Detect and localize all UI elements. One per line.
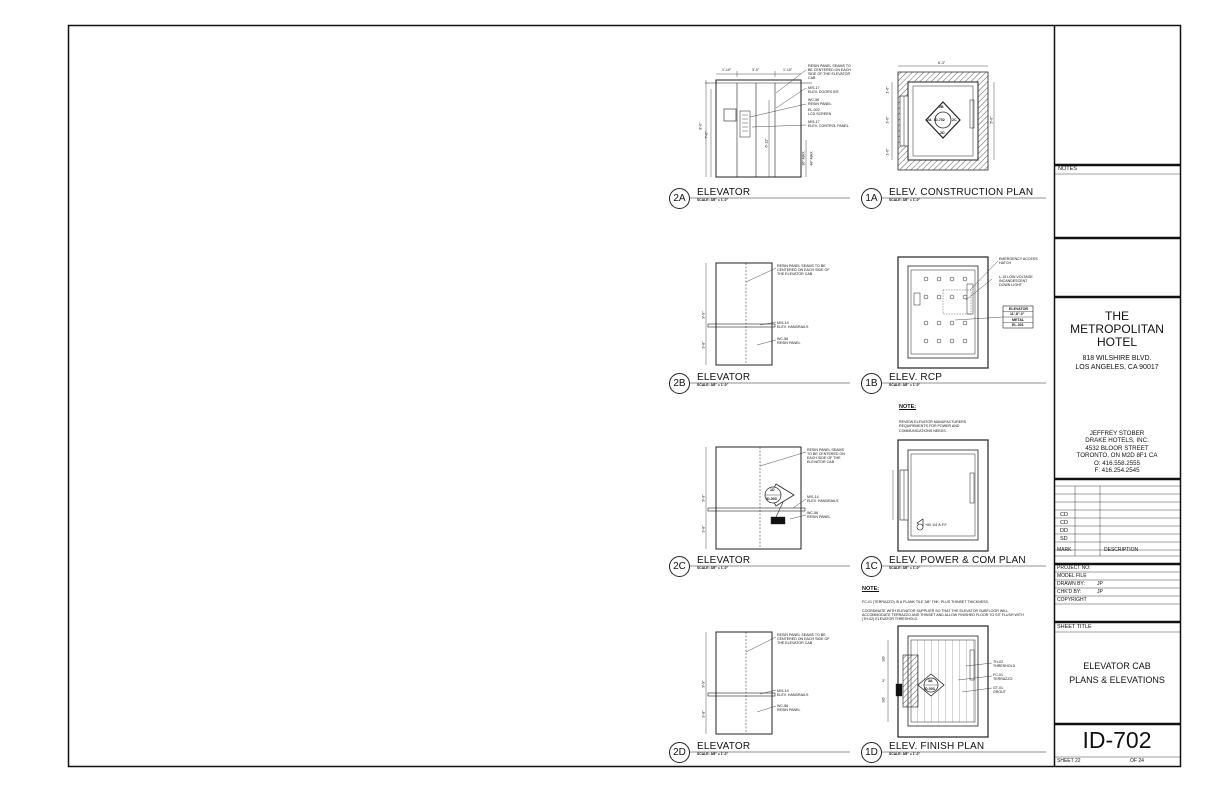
annotation-1b-downlight: L-15 LOW VOLTAGE INCANDESCENT DOWN LIGHT <box>999 275 1033 288</box>
tag-1a-top: 2B <box>939 105 944 109</box>
annotation-2b-handrails: M/S-14 ELEV. HANDRAILS <box>777 321 809 330</box>
revision-mark-2: CD <box>1060 520 1068 526</box>
project-name: THE METROPOLITAN HOTEL <box>1070 309 1164 349</box>
view-title-lines <box>690 198 1046 752</box>
view-scale-1a: SCALE: 3/8" = 1'-0" <box>889 198 921 202</box>
annotation-2c-seams: RESIN PANEL SEAMS TO BE CENTERED ON EACH SIDE OF THE ELEVATOR CAB <box>807 448 845 465</box>
tag-1d-top: 3A <box>928 679 933 683</box>
annotation-1d-threshold: TH-02 THRESHOLD <box>993 660 1016 669</box>
tag-2c-top: 1D <box>770 488 775 492</box>
view-scale-2c: SCALE: 3/8" = 1'-0" <box>697 566 729 570</box>
dim-2a-top-2: 3'-0" <box>752 68 760 72</box>
view-scale-1b: SCALE: 3/8" = 1'-0" <box>889 383 921 387</box>
copyright-label: COPYRIGHT <box>1057 597 1087 603</box>
project-no-label: PROJECT NO: <box>1057 565 1091 571</box>
annotation-1c-outlet: +60 1/4"A.F.F. <box>925 523 948 527</box>
sheet-total: OF 24 <box>1130 758 1144 764</box>
annotation-2d-handrails: M/S-14 ELEV. HANDRAILS <box>777 689 809 698</box>
checked-by-label: CHK'D BY: <box>1057 589 1082 595</box>
annotation-1b-hatch: EMERGENCY ACCESS HATCH <box>999 257 1038 266</box>
note-1c-heading: NOTE: <box>899 404 917 410</box>
sheet-title-label: SHEET TITLE <box>1057 624 1092 630</box>
mark-column-label: MARK <box>1057 547 1072 553</box>
plan-1c <box>893 440 988 551</box>
view-badge-2a: 2A <box>669 188 690 209</box>
dim-1a-h1: 1'-6" <box>885 86 890 94</box>
tag-1a-right: 2C <box>952 118 957 122</box>
annotation-2a-doors: M/S-17 ELEV. DOORS INT. <box>808 86 840 95</box>
note-1c-body: REVIEW ELEVATOR MANUFACTURERS REQUIREMENTS FOR POWER AND COMMUNICATIONS NEEDS. <box>899 420 967 433</box>
view-title-2a: ELEVATOR <box>697 187 751 198</box>
rcp-tag-line-4: EL-001 <box>1012 323 1024 327</box>
model-file-label: MODEL FILE <box>1057 573 1087 579</box>
sheet-number: SHEET 22 <box>1057 758 1081 764</box>
view-badge-2b: 2B <box>669 373 690 394</box>
tag-1a-center: ID-702 <box>934 118 945 122</box>
view-title-2b: ELEVATOR <box>697 372 751 383</box>
dim-2a-max-36: 36" MAX. <box>801 150 806 166</box>
view-badge-1d: 1D <box>861 742 882 763</box>
view-title-1a: ELEV. CONSTRUCTION PLAN <box>889 187 1034 198</box>
view-scale-2d: SCALE: 3/8" = 1'-0" <box>697 752 729 756</box>
dim-2c-h2: 3'-8" <box>701 525 706 533</box>
dim-2a-height-total: 8'-6" <box>698 122 703 130</box>
view-badge-2d: 2D <box>669 742 690 763</box>
annotation-2b-resin: WC-56 RESIN PANEL <box>777 337 801 346</box>
rcp-tag-line-3: METAL <box>1012 318 1025 322</box>
sheet-title: ELEVATOR CAB PLANS & ELEVATIONS <box>1069 661 1165 685</box>
dim-1a-width: 6'-3" <box>938 61 946 65</box>
view-title-1c: ELEV. POWER & COM PLAN <box>889 555 1026 566</box>
view-scale-1d: SCALE: 3/8" = 1'-0" <box>889 752 921 756</box>
annotation-2a-seams: RESIN PANEL SEAMS TO BE CENTERED ON EACH SIDE OF THE ELEVATOR CAB <box>808 64 851 81</box>
annotation-2d-seams: RESIN PANEL SEAMS TO BE CENTERED ON EACH SIDE OF THE ELEVATOR CAB <box>777 633 830 646</box>
owner-info: JEFFREY STOBER DRAKE HOTELS, INC. 4532 BLOOR STREET TORONTO, ON M2D 8F1 CA O: 416.558.2555 F: 416.254.2545 <box>1076 430 1158 475</box>
checked-by-value: JP <box>1097 589 1103 595</box>
view-title-2d: ELEVATOR <box>697 741 751 752</box>
dim-1a-h4: 5'-6" <box>989 116 994 124</box>
dim-1d-3: 3" <box>882 679 886 683</box>
annotation-1d-terrazzo: FC-01 TERRAZZO <box>993 673 1013 682</box>
project-address: 818 WILSHIRE BLVD. LOS ANGELES, CA 90017 <box>1075 355 1159 371</box>
elevation-2d <box>706 632 776 734</box>
plan-1d <box>888 626 992 737</box>
sheet-border <box>69 26 1181 767</box>
annotation-1d-grout: GT-01 GROUT <box>993 686 1006 695</box>
elevation-2b <box>706 263 776 365</box>
dim-2c-h1: 9'-9" <box>701 494 706 502</box>
annotation-2c-resin: WC-56 RESIN PANEL <box>807 511 831 520</box>
dim-1a-h3: 1'-6" <box>885 148 890 156</box>
dim-2d-h2: 3'-8" <box>701 710 706 718</box>
dim-2b-h1: 9'-9" <box>701 311 706 319</box>
dim-1a-h2: 3'-6" <box>885 116 890 124</box>
annotation-2a-resin: WC-56 RESIN PANEL <box>808 98 832 107</box>
rcp-tag-line-2: 11'-8"-0" <box>1010 312 1025 316</box>
rcp-tag-line-1: ELEVATOR <box>1009 307 1028 311</box>
dim-2d-h1: 9'-9" <box>701 680 706 688</box>
dim-2a-height-door: 7'-0" <box>704 131 709 139</box>
view-scale-1c: SCALE: 3/8" = 1'-0" <box>889 566 921 570</box>
note-1d-body: FC-01 (TERRAZZO) IS A PLANK TILE 3/8" THK. PLUS THINSET THICKNESS. COORDINATE WITH ELEVATOR SUPPLIER SO THAT THE ELEVATOR SUBFLOOR WILL ACCOMMODATE TERRAZZO AND THINSET AND ALLOW FINISHED FLOOR TO SIT FLUSH WITH (TH-02) ELEVATOR THRESHOLD. <box>862 600 1024 622</box>
revision-mark-4: SD <box>1060 536 1068 542</box>
dim-2a-max-48: 48" MAX. <box>809 150 814 166</box>
annotation-2d-resin: WC-56 RESIN PANEL <box>777 704 801 713</box>
sheet-id: ID-702 <box>1082 727 1152 753</box>
revision-mark-3: DD <box>1060 528 1068 534</box>
view-badge-2c: 2C <box>669 556 690 577</box>
dim-1d-1: SO <box>881 656 886 662</box>
dim-2b-h2: 3'-8" <box>701 341 706 349</box>
view-title-1d: ELEV. FINISH PLAN <box>889 741 985 752</box>
description-column-label: DESCRIPTION <box>1104 547 1139 553</box>
drawn-by-value: JP <box>1097 581 1103 587</box>
view-scale-2a: SCALE: 3/8" = 1'-0" <box>697 198 729 202</box>
annotation-2a-control: M/S-17 ELEV. CONTROL PANEL <box>808 120 849 129</box>
view-title-2c: ELEVATOR <box>697 555 751 566</box>
dim-2a-top-1: 1'-10" <box>722 68 732 72</box>
view-badge-1b: 1B <box>861 373 882 394</box>
view-scale-2b: SCALE: 3/8" = 1'-0" <box>697 383 729 387</box>
annotation-2b-seams: RESIN PANEL SEAMS TO BE CENTERED ON EACH SIDE OF THE ELEVATOR CAB <box>777 264 830 277</box>
view-title-1b: ELEV. RCP <box>889 372 943 383</box>
drawn-by-label: DRAWN BY: <box>1057 581 1085 587</box>
view-badge-1a: 1A <box>861 188 882 209</box>
elevation-2c <box>706 447 806 549</box>
dim-2a-height-panel: 6'-11" <box>764 138 769 148</box>
dim-1d-2: SO <box>881 697 886 703</box>
elevation-2a <box>705 70 812 177</box>
note-1d-heading: NOTE: <box>862 586 880 592</box>
annotation-2a-lcd: EL-002 LCD SCREEN <box>808 108 832 117</box>
revision-mark-1: CD <box>1060 512 1068 518</box>
dim-2a-top-3: 1'-10" <box>783 68 793 72</box>
tag-2c-bottom: ID-003 <box>766 497 777 501</box>
view-badge-1c: 1C <box>861 556 882 577</box>
annotation-2c-handrails: M/S-14 ELEV. HANDRAILS <box>807 495 839 504</box>
tag-1d-bottom: ID-003 <box>924 687 935 691</box>
tag-1a-bottom: 2D <box>940 131 945 135</box>
notes-label: NOTES <box>1058 166 1077 172</box>
tag-1a-left: 2A <box>927 118 932 122</box>
